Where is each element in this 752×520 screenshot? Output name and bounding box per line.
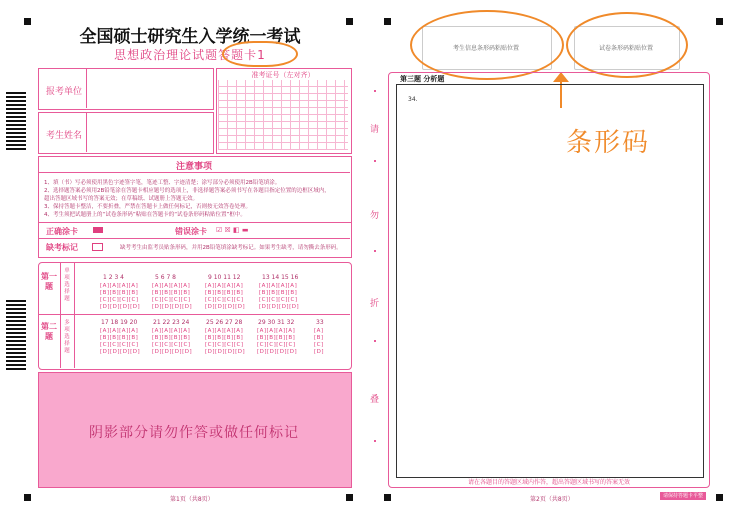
question-number: 34.: [408, 96, 418, 103]
section3-title: 第三题 分析题: [400, 75, 445, 83]
option-bubbles[interactable]: [A][A][A][A]: [259, 283, 298, 289]
option-bubbles[interactable]: [C]: [314, 342, 324, 348]
question-numbers: 29 30 31 32: [258, 319, 295, 326]
section2-label: 第二题: [41, 322, 57, 341]
answer-area[interactable]: [396, 84, 704, 478]
option-bubbles[interactable]: [D]: [314, 349, 325, 355]
section1-type: 单项选择题: [64, 268, 70, 302]
fold-dot: [374, 160, 376, 162]
option-bubbles[interactable]: [A][A][A][A]: [100, 328, 139, 334]
option-bubbles[interactable]: [C][C][C][C]: [205, 342, 244, 348]
page-number-right: 第2页（共8页）: [530, 496, 574, 503]
divider: [38, 314, 350, 315]
exam-name-label: 考生姓名: [46, 131, 83, 141]
fold-dot: [374, 440, 376, 442]
fold-dot: [374, 250, 376, 252]
fiducial-mark: [24, 494, 31, 501]
option-bubbles[interactable]: [A][A][A][A]: [205, 283, 244, 289]
option-bubbles[interactable]: [B][B][B][B]: [205, 335, 244, 341]
option-bubbles[interactable]: [A][A][A][A]: [152, 328, 191, 334]
fiducial-mark: [716, 18, 723, 25]
divider: [38, 172, 350, 173]
option-bubbles[interactable]: [D][D][D][D]: [152, 349, 193, 355]
option-bubbles[interactable]: [C][C][C][C]: [100, 297, 139, 303]
answer-warning: 请在各题目的答题区域内作答，超出答题区域书写的答案无效: [467, 479, 630, 486]
wrong-fill-samples: ☑ ☒ ◧ ▬: [216, 226, 249, 234]
timing-barcode: [6, 92, 26, 152]
option-bubbles[interactable]: [C][C][C][C]: [152, 297, 191, 303]
note-line: 4、考生须把试题册上的“试卷条形码”粘贴在答题卡的“试卷条形码粘贴位置”框中。: [44, 212, 246, 218]
fiducial-mark: [346, 494, 353, 501]
exam-name-field[interactable]: [86, 112, 213, 152]
fold-char: 请: [370, 125, 380, 135]
option-bubbles[interactable]: [B][B][B][B]: [205, 290, 244, 296]
wrong-fill-label: 错误涂卡: [175, 227, 207, 236]
fiducial-mark: [24, 18, 31, 25]
absent-mark-label: 缺考标记: [46, 243, 78, 252]
paper-barcode-label: 试卷条形码粘贴位置: [598, 45, 653, 52]
page-number-left: 第1页（共8页）: [170, 496, 214, 503]
absent-mark-note: 缺考考生由监考员贴条形码，并用2B铅笔填涂缺考标记。如果考生缺考，请勿撕去条形码。: [120, 245, 342, 251]
option-bubbles[interactable]: [A][A][A][A]: [100, 283, 139, 289]
option-bubbles[interactable]: [B][B][B][B]: [259, 290, 298, 296]
option-bubbles[interactable]: [C][C][C][C]: [257, 342, 296, 348]
option-bubbles[interactable]: [B][B][B][B]: [152, 290, 191, 296]
option-bubbles[interactable]: [D][D][D][D]: [205, 304, 246, 310]
fold-dot: [374, 90, 376, 92]
correct-fill-label: 正确涂卡: [46, 227, 78, 236]
question-numbers: 21 22 23 24: [153, 319, 190, 326]
note-line: 1、填（书）写必须使用黑色字迹签字笔，笔迹工整、字迹清楚；涂写部分必须使用2B铅笔填涂。: [44, 180, 281, 186]
option-bubbles[interactable]: [A][A][A][A]: [257, 328, 296, 334]
fold-char: 折: [370, 299, 380, 309]
exam-unit-field[interactable]: [86, 68, 213, 108]
question-numbers: 9 10 11 12: [208, 274, 241, 281]
fold-char: 叠: [370, 395, 380, 405]
option-bubbles[interactable]: [C][C][C][C]: [100, 342, 139, 348]
correct-fill-sample: [93, 227, 103, 233]
option-bubbles[interactable]: [D][D][D][D]: [100, 304, 141, 310]
option-bubbles[interactable]: [B][B][B][B]: [152, 335, 191, 341]
question-numbers: 13 14 15 16: [262, 274, 299, 281]
question-numbers: 5 6 7 8: [155, 274, 176, 281]
handwritten-note: 条形码: [566, 128, 651, 158]
section1-label: 第一题: [41, 272, 57, 291]
option-bubbles[interactable]: [A][A][A][A]: [205, 328, 244, 334]
option-bubbles[interactable]: [A][A][A][A]: [152, 283, 191, 289]
timing-barcode: [6, 300, 26, 372]
admission-id-title: 准考证号（左对齐）: [251, 71, 315, 79]
fiducial-mark: [716, 494, 723, 501]
shaded-region-text: 阴影部分请勿作答或做任何标记: [89, 425, 299, 441]
fiducial-mark: [384, 18, 391, 25]
option-bubbles[interactable]: [B][B][B][B]: [100, 335, 139, 341]
option-bubbles[interactable]: [C][C][C][C]: [205, 297, 244, 303]
option-bubbles[interactable]: [A]: [314, 328, 324, 334]
multiple-choice-box: [38, 262, 352, 370]
notes-title: 注意事项: [175, 162, 212, 172]
handwritten-circle: [410, 10, 564, 80]
absent-mark-checkbox[interactable]: [92, 243, 103, 251]
fold-char: 勿: [370, 211, 380, 221]
exam-subtitle: 思想政治理论试题答题卡1: [114, 48, 266, 62]
admission-id-bubbles[interactable]: [218, 80, 348, 150]
question-numbers: 17 18 19 20: [101, 319, 138, 326]
option-bubbles[interactable]: [C][C][C][C]: [152, 342, 191, 348]
option-bubbles[interactable]: [B][B][B][B]: [257, 335, 296, 341]
info-barcode-label: 考生信息条形码粘贴位置: [452, 45, 519, 52]
option-bubbles[interactable]: [D][D][D][D]: [205, 349, 246, 355]
fold-dot: [374, 340, 376, 342]
page-footer-tag: 请保持答题卡平整: [660, 492, 706, 500]
question-numbers: 1 2 3 4: [103, 274, 124, 281]
exam-unit-label: 报考单位: [46, 87, 83, 97]
handwritten-circle: [566, 12, 688, 78]
option-bubbles[interactable]: [C][C][C][C]: [259, 297, 298, 303]
option-bubbles[interactable]: [B][B][B][B]: [100, 290, 139, 296]
option-bubbles[interactable]: [D][D][D][D]: [259, 304, 300, 310]
option-bubbles[interactable]: [D][D][D][D]: [257, 349, 298, 355]
fiducial-mark: [346, 18, 353, 25]
exam-title: 全国硕士研究生入学统一考试: [79, 27, 301, 47]
note-line: 超出答题区域书写的答案无效；在草稿纸、试题册上答题无效。: [44, 196, 199, 202]
fiducial-mark: [384, 494, 391, 501]
note-line: 3、保持答题卡整洁，不要折叠，严禁在答题卡上做任何标记，否则按无效答卷处理。: [44, 204, 252, 210]
option-bubbles[interactable]: [D][D][D][D]: [152, 304, 193, 310]
option-bubbles[interactable]: [B]: [314, 335, 324, 341]
question-numbers: 25 26 27 28: [206, 319, 243, 326]
divider: [38, 238, 350, 239]
question-numbers: 33: [316, 319, 324, 326]
option-bubbles[interactable]: [D][D][D][D]: [100, 349, 141, 355]
handwritten-circle: [222, 41, 298, 67]
section2-type: 多项选择题: [64, 320, 70, 354]
note-line: 2、选择题答案必须用2B铅笔涂在答题卡相应题号的选项上，非选择题答案必须书写在各题目指定位置的边框区域内，: [44, 188, 330, 194]
